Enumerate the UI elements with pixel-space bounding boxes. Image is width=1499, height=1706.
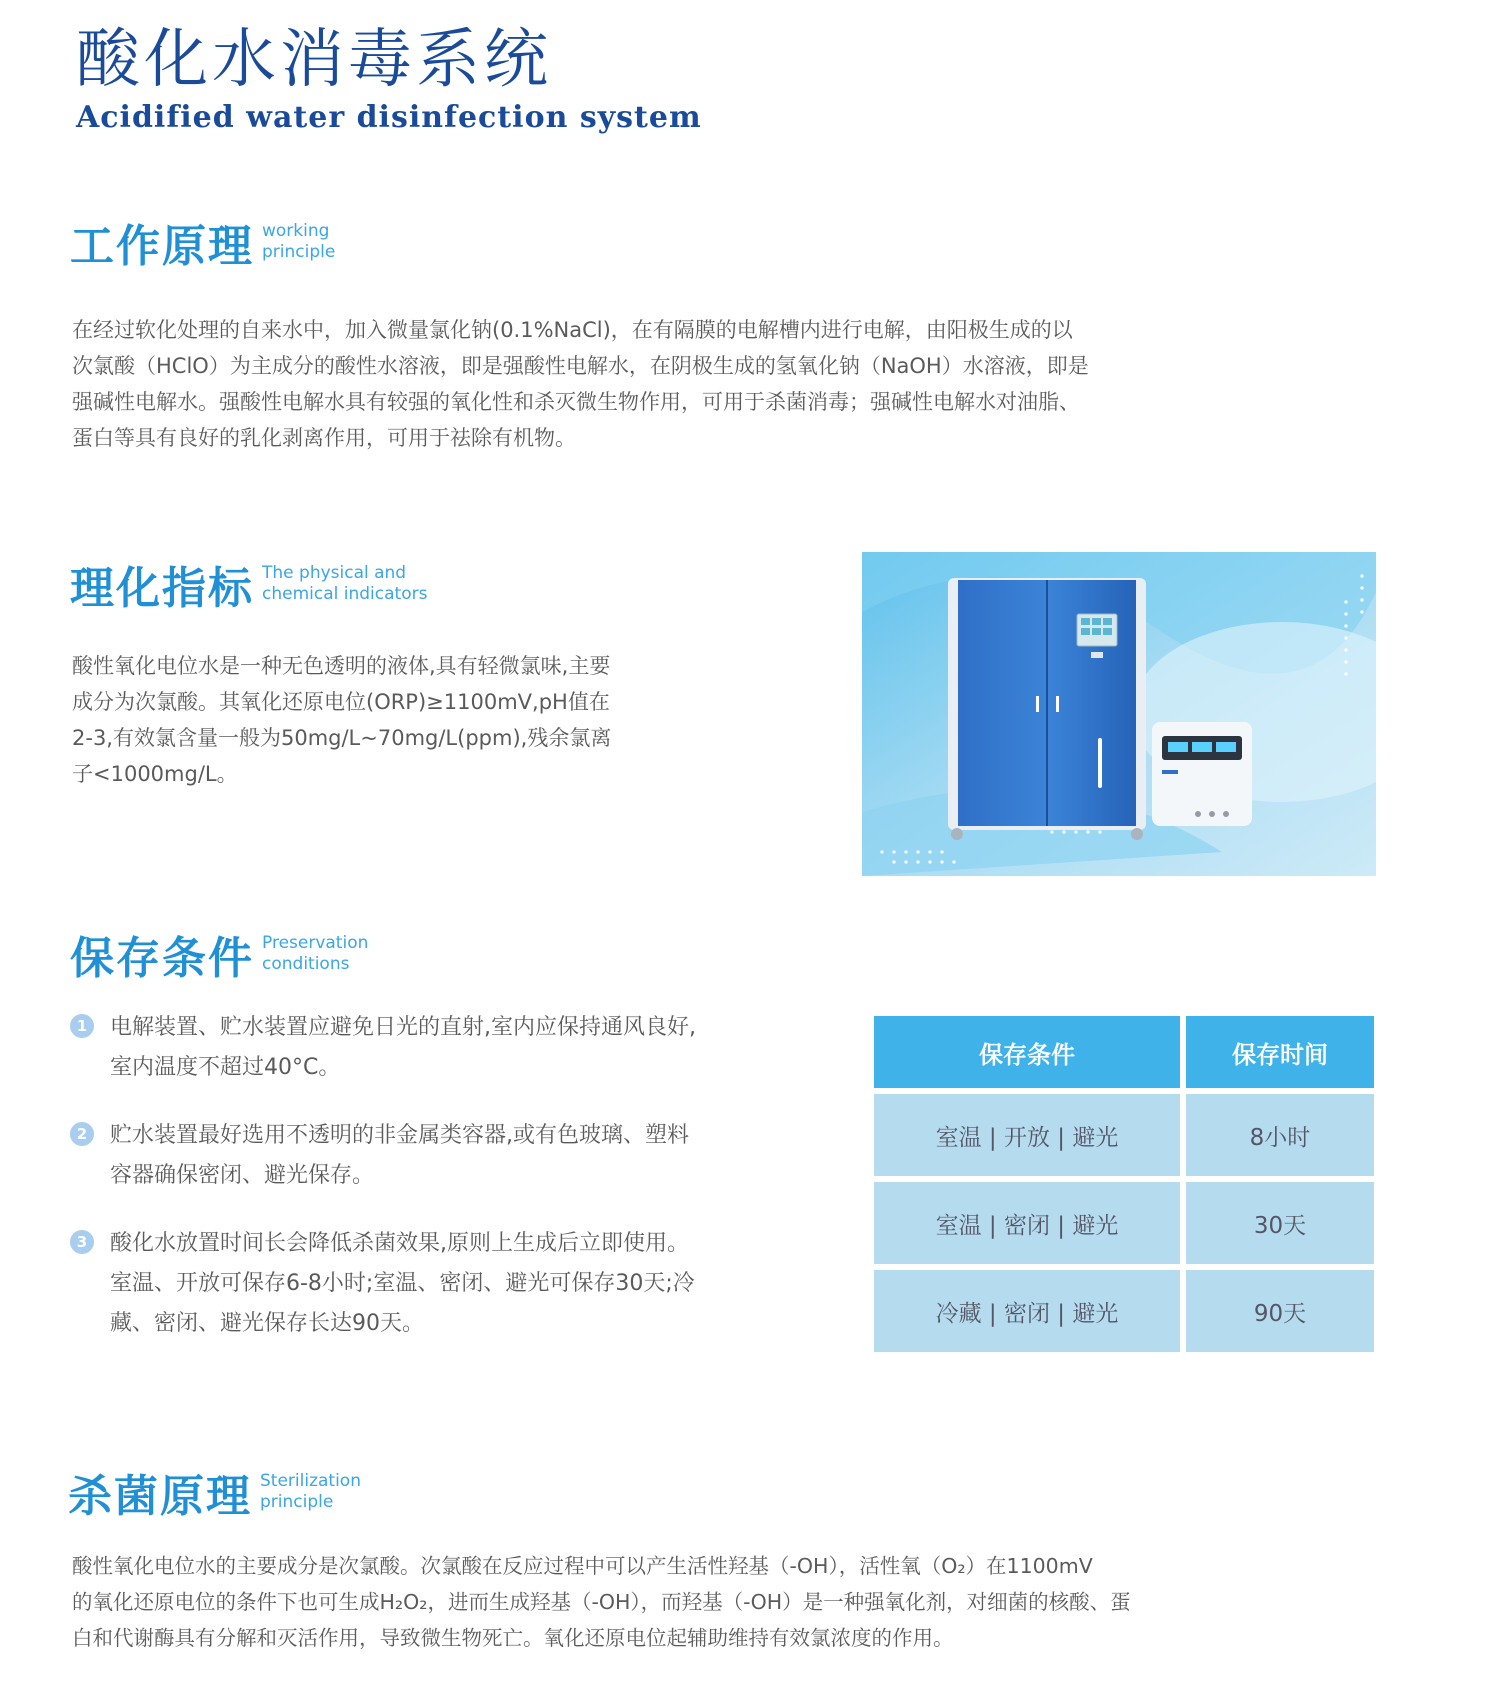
paragraph-line: 蛋白等具有良好的乳化剥离作用，可用于祛除有机物。 [72,426,576,450]
section-title-en: Sterilization principle [260,1471,361,1512]
product-image [862,552,1376,876]
table-cell: 90天 [1186,1270,1374,1352]
section-title-en: The physical and chemical indicators [262,563,428,604]
disinfection-machine-illustration [862,552,1376,876]
list-item-text: 电解装置、贮水装置应避免日光的直射,室内应保持通风良好, 室内温度不超过40°C。 [110,1015,696,1080]
page-title: 酸化水消毒系统 [76,23,552,97]
list-item [70,1008,830,1088]
section-title-cn: 工作原理 [70,221,254,272]
number-badge: 2 [70,1122,94,1146]
table-header-cell: 保存时间 [1186,1016,1374,1088]
section-title-cn: 杀菌原理 [68,1471,252,1522]
paragraph-line: 子<1000mg/L。 [72,762,238,786]
table-row [874,1182,1374,1264]
paragraph-line: 强碱性电解水。强酸性电解水具有较强的氧化性和杀灭微生物作用，可用于杀菌消毒；强碱性电解水对油脂、 [72,390,1080,414]
paragraph-line: 2-3,有效氯含量一般为50mg/L~70mg/L(ppm),残余氯离 [72,726,612,750]
paragraph-line: 成分为次氯酸。其氧化还原电位(ORP)≥1100mV,pH值在 [72,690,610,714]
section-title-cn: 理化指标 [70,563,254,614]
table-row [874,1094,1374,1176]
table-header-row [874,1016,1374,1088]
paragraph-line: 酸性氧化电位水的主要成分是次氯酸。次氯酸在反应过程中可以产生活性羟基（-OH），活性氧（O₂）在1100mV [72,1554,1093,1578]
table-cell: 室温 | 开放 | 避光 [874,1094,1180,1176]
number-badge: 1 [70,1014,94,1038]
section-title-en: working principle [262,221,336,262]
table-header-cell: 保存条件 [874,1016,1180,1088]
list-item [70,1116,830,1196]
table-cell: 30天 [1186,1182,1374,1264]
sterilization-paragraph [72,1548,1482,1656]
page-subtitle-en: Acidified water disinfection system [76,100,702,135]
table-row [874,1270,1374,1352]
working-paragraph [72,312,1432,456]
table-cell: 冷藏 | 密闭 | 避光 [874,1270,1180,1352]
section-heading-working [70,210,335,274]
section-title-cn: 保存条件 [70,933,254,984]
table-cell: 8小时 [1186,1094,1374,1176]
paragraph-line: 次氯酸（HClO）为主成分的酸性水溶液，即是强酸性电解水，在阴极生成的氢氧化钠（NaOH）水溶液，即是 [72,354,1089,378]
section-heading-sterilization [68,1460,361,1524]
preservation-list [70,1008,830,1372]
preservation-table [874,1016,1374,1358]
section-heading-indicators [70,552,427,616]
indicators-paragraph [72,648,792,792]
list-item-text: 酸化水放置时间长会降低杀菌效果,原则上生成后立即使用。 室温、开放可保存6-8小时;室温、密闭、避光可保存30天;冷 藏、密闭、避光保存长达90天。 [110,1231,695,1336]
number-badge: 3 [70,1230,94,1254]
paragraph-line: 白和代谢酶具有分解和灭活作用，导致微生物死亡。氧化还原电位起辅助维持有效氯浓度的作用。 [72,1626,954,1650]
list-item-text: 贮水装置最好选用不透明的非金属类容器,或有色玻璃、塑料 容器确保密闭、避光保存。 [110,1123,689,1188]
list-item [70,1224,830,1344]
paragraph-line: 酸性氧化电位水是一种无色透明的液体,具有轻微氯味,主要 [72,654,611,678]
paragraph-line: 在经过软化处理的自来水中，加入微量氯化钠(0.1%NaCl)，在有隔膜的电解槽内进行电解，由阳极生成的以 [72,318,1073,342]
table-cell: 室温 | 密闭 | 避光 [874,1182,1180,1264]
paragraph-line: 的氧化还原电位的条件下也可生成H₂O₂，进而生成羟基（-OH），而羟基（-OH）是一种强氧化剂，对细菌的核酸、蛋 [72,1590,1131,1614]
section-title-en: Preservation conditions [262,933,369,974]
section-heading-preservation [70,922,368,986]
